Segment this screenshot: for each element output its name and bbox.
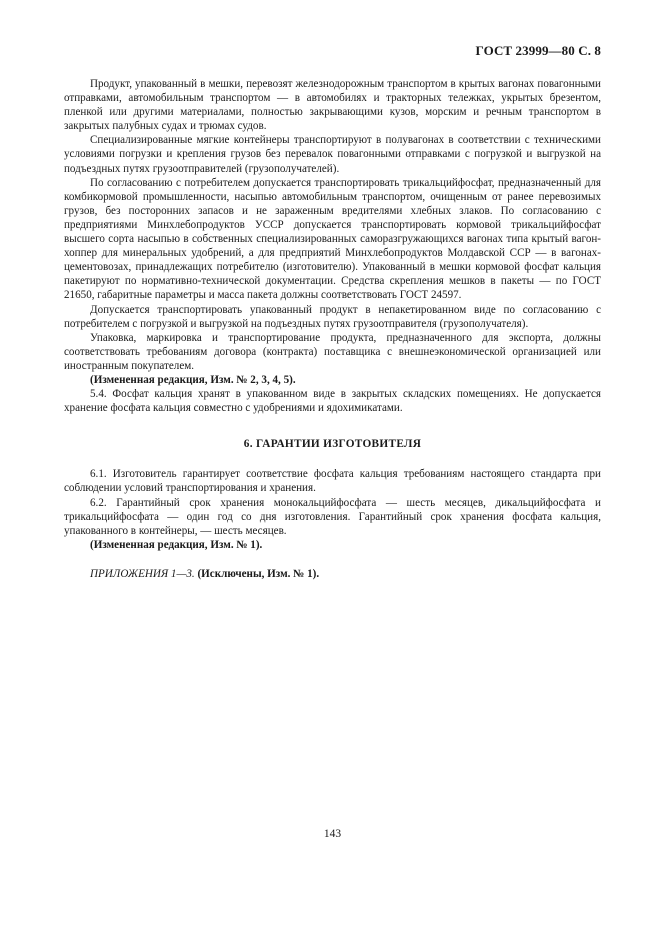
paragraph-soft-containers: Специализированные мягкие контейнеры транспортируют в полувагонах в соответствии с техническими условиями погрузки и крепления грузов без перевалок повагонными отправками с погрузкой и выгрузкой на подъездных путях грузоотправителей (грузополучателей).: [64, 134, 601, 175]
paragraph-unpacketed: Допускается транспортировать упакованный продукт в непакетированном виде по согласованию с потребителем с погрузкой и выгрузкой на подъездных путях грузоотправителя (грузополучателя).: [64, 303, 601, 330]
paragraph-export: Упаковка, маркировка и транспортирование продукта, предназначенного для экспорта, должны соответствовать требованиям договора (контракта) поставщика с внешнеэкономической организацией или иностранным покупателем.: [64, 331, 601, 372]
amendment-note: (Измененная редакция, Изм. № 2, 3, 4, 5).: [90, 373, 296, 386]
section-title: 6. ГАРАНТИИ ИЗГОТОВИТЕЛЯ: [243, 438, 422, 451]
paragraph-guarantee-period: 6.2. Гарантийный срок хранения монокальцийфосфата — шесть месяцев, дикальцийфосфата и трикальцийфосфата — один год со дня изготовления. Гарантийный срок хранения фосфата кальция, упакованного в контейнеры, — шесть месяцев.: [64, 496, 601, 537]
paragraph-transport-bags: Продукт, упакованный в мешки, перевозят железнодорожным транспортом в крытых вагонах повагонными отправками, автомобильным транспортом — в автомобилях и тракторных тележках, укрытых брезентом, пленкой или другими материалами, полностью закрывающими кузов, морским и речным транспортом в закрытых палубных судах и трюмах судов.: [64, 78, 601, 133]
page-header: ГОСТ 23999—80 С. 8: [475, 43, 601, 58]
appendix-label: ПРИЛОЖЕНИЯ 1—3.: [90, 567, 195, 580]
page-number: 143: [323, 828, 342, 840]
amendment-note: (Измененная редакция, Изм. № 1).: [90, 538, 263, 551]
paragraph-guarantee-compliance: 6.1. Изготовитель гарантирует соответствие фосфата кальция требованиям настоящего стандарта при соблюдении условий транспортирования и хранения.: [64, 468, 601, 495]
paragraph-storage: 5.4. Фосфат кальция хранят в упакованном виде в закрытых складских помещениях. Не допускается хранение фосфата кальция совместно с удобрениями и ядохимикатами.: [64, 388, 601, 415]
paragraph-bulk-transport: По согласованию с потребителем допускается транспортировать трикальцийфосфат, предназначенный для комбикормовой промышленности, насыпью автомобильным транспортом, очищенным от ранее перевозимых грузов, без посторонних запасов и не зараженным вредителями хлебных злаков. По согласованию с предприятиями Минхлебопродуктов УССР допускается транспортировать кормовой трикальцийфосфат высшего сорта насыпью в собственных специализированных саморазгружающихся вагонах типа крытый вагон-хоппер для минеральных удобрений, а для предприятий Минхлебопродуктов Молдавской ССР — в вагонах-цементовозах, принадлежащих потребителю (изготовителю). Упакованный в мешки кормовой фосфат кальция пакетируют по нормативно-технической документации. Средства скрепления мешков в пакеты — по ГОСТ 21650, габаритные параметры и масса пакета должны соответствовать ГОСТ 24597.: [64, 176, 601, 302]
document-page: [64, 0, 601, 936]
appendix-note: (Исключены, Изм. № 1).: [197, 567, 320, 580]
document-body: [64, 77, 601, 581]
appendix-line: [64, 567, 601, 581]
